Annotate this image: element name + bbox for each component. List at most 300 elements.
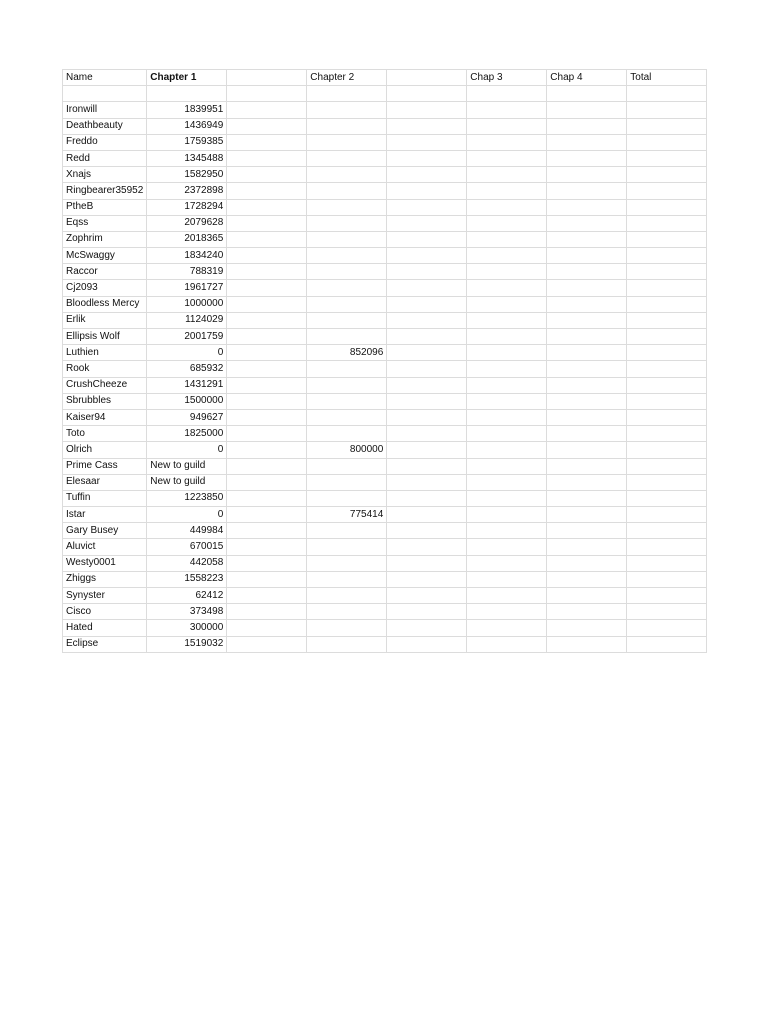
cell-chapter-1: 0 (147, 345, 227, 361)
cell-chap-3 (467, 248, 547, 264)
cell-name: Aluvict (63, 539, 147, 555)
cell-chapter-1: 1223850 (147, 490, 227, 506)
cell-chap-3 (467, 426, 547, 442)
cell-chapter-1: 2018365 (147, 231, 227, 247)
cell-chapter-1: 1961727 (147, 280, 227, 296)
cell-total (627, 377, 707, 393)
cell-chap-3 (467, 507, 547, 523)
table-row (63, 231, 707, 247)
cell-blank-2 (387, 490, 467, 506)
cell-chap-3 (467, 264, 547, 280)
cell-chap-4 (547, 248, 627, 264)
cell-name: Ringbearer35952 (63, 183, 147, 199)
cell-chap-3 (467, 393, 547, 409)
cell-name: Sbrubbles (63, 393, 147, 409)
table-row (63, 588, 707, 604)
cell-name: Rook (63, 361, 147, 377)
cell-chap-4 (547, 409, 627, 425)
cell-chapter-2 (307, 620, 387, 636)
cell-blank-1 (227, 134, 307, 150)
header-blank-1 (227, 70, 307, 86)
cell-name: Luthien (63, 345, 147, 361)
table-row (63, 377, 707, 393)
cell-chapter-1: 949627 (147, 409, 227, 425)
cell-blank-1 (227, 636, 307, 652)
cell-chapter-2 (307, 539, 387, 555)
cell-chap-4 (547, 183, 627, 199)
cell-total (627, 361, 707, 377)
table-row (63, 490, 707, 506)
cell-chap-4 (547, 280, 627, 296)
cell-blank-1 (227, 474, 307, 490)
cell-blank-2 (387, 102, 467, 118)
cell-chapter-1: 2079628 (147, 215, 227, 231)
cell-chap-3 (467, 199, 547, 215)
cell-name: Hated (63, 620, 147, 636)
cell-chapter-2 (307, 604, 387, 620)
table-row (63, 183, 707, 199)
cell-chap-4 (547, 523, 627, 539)
cell-name: Erlik (63, 312, 147, 328)
cell-blank-1 (227, 183, 307, 199)
cell-chapter-2 (307, 393, 387, 409)
cell-chap-3 (467, 604, 547, 620)
cell-chap-3 (467, 490, 547, 506)
cell-chap-4 (547, 329, 627, 345)
cell-blank-1 (227, 280, 307, 296)
cell-blank-1 (227, 377, 307, 393)
cell-total (627, 102, 707, 118)
cell-blank-2 (387, 215, 467, 231)
cell-blank-1 (227, 523, 307, 539)
cell-chap-4 (547, 426, 627, 442)
table-row (63, 507, 707, 523)
cell-total (627, 539, 707, 555)
table-row (63, 134, 707, 150)
cell-chap-3 (467, 102, 547, 118)
cell-blank-1 (227, 361, 307, 377)
cell-chapter-2 (307, 555, 387, 571)
table-row (63, 523, 707, 539)
header-chapter-2: Chapter 2 (307, 70, 387, 86)
cell-total (627, 312, 707, 328)
cell-blank-2 (387, 588, 467, 604)
empty-row (63, 86, 707, 102)
cell-chap-4 (547, 539, 627, 555)
cell-total (627, 458, 707, 474)
cell-chapter-2: 800000 (307, 442, 387, 458)
cell-chapter-1: 1558223 (147, 571, 227, 587)
cell-blank-1 (227, 199, 307, 215)
cell-blank-1 (227, 393, 307, 409)
cell-name: Kaiser94 (63, 409, 147, 425)
cell-chapter-1: 1582950 (147, 167, 227, 183)
cell-total (627, 620, 707, 636)
cell-chapter-2 (307, 377, 387, 393)
empty-cell (467, 86, 547, 102)
cell-chap-3 (467, 523, 547, 539)
cell-chap-4 (547, 474, 627, 490)
cell-total (627, 490, 707, 506)
cell-chapter-2 (307, 167, 387, 183)
cell-blank-2 (387, 296, 467, 312)
cell-chap-3 (467, 571, 547, 587)
cell-name: Cisco (63, 604, 147, 620)
cell-chap-3 (467, 345, 547, 361)
header-blank-2 (387, 70, 467, 86)
cell-name: McSwaggy (63, 248, 147, 264)
cell-blank-1 (227, 588, 307, 604)
cell-blank-2 (387, 264, 467, 280)
cell-total (627, 183, 707, 199)
cell-chapter-1: New to guild (147, 458, 227, 474)
cell-total (627, 474, 707, 490)
cell-chap-4 (547, 134, 627, 150)
table-row (63, 199, 707, 215)
cell-blank-2 (387, 167, 467, 183)
cell-total (627, 571, 707, 587)
cell-name: Zhiggs (63, 571, 147, 587)
table-row (63, 409, 707, 425)
cell-blank-1 (227, 215, 307, 231)
cell-blank-2 (387, 474, 467, 490)
cell-chapter-1: 442058 (147, 555, 227, 571)
table-row (63, 555, 707, 571)
cell-chap-3 (467, 539, 547, 555)
cell-chap-3 (467, 183, 547, 199)
cell-name: Eqss (63, 215, 147, 231)
cell-chap-4 (547, 555, 627, 571)
cell-total (627, 588, 707, 604)
cell-chap-3 (467, 620, 547, 636)
cell-blank-1 (227, 539, 307, 555)
cell-chapter-1: 685932 (147, 361, 227, 377)
table-row (63, 264, 707, 280)
cell-chapter-1: 2001759 (147, 329, 227, 345)
cell-chapter-2 (307, 523, 387, 539)
cell-chap-4 (547, 458, 627, 474)
table-row (63, 150, 707, 166)
empty-cell (63, 86, 147, 102)
cell-total (627, 442, 707, 458)
cell-chap-3 (467, 167, 547, 183)
cell-blank-2 (387, 280, 467, 296)
cell-chap-3 (467, 118, 547, 134)
cell-blank-2 (387, 329, 467, 345)
cell-chapter-1: 1431291 (147, 377, 227, 393)
cell-chapter-2 (307, 134, 387, 150)
table-row (63, 312, 707, 328)
cell-total (627, 118, 707, 134)
table-row (63, 361, 707, 377)
cell-name: Bloodless Mercy (63, 296, 147, 312)
cell-total (627, 150, 707, 166)
cell-total (627, 199, 707, 215)
cell-chapter-2 (307, 312, 387, 328)
cell-chapter-2 (307, 588, 387, 604)
cell-total (627, 248, 707, 264)
empty-cell (227, 86, 307, 102)
cell-blank-1 (227, 264, 307, 280)
cell-blank-1 (227, 604, 307, 620)
cell-name: Synyster (63, 588, 147, 604)
cell-chap-3 (467, 636, 547, 652)
cell-blank-1 (227, 458, 307, 474)
cell-total (627, 296, 707, 312)
cell-chapter-1: 1519032 (147, 636, 227, 652)
cell-chapter-1: 1124029 (147, 312, 227, 328)
cell-blank-2 (387, 312, 467, 328)
cell-chap-3 (467, 312, 547, 328)
cell-chap-4 (547, 118, 627, 134)
cell-total (627, 555, 707, 571)
cell-blank-2 (387, 345, 467, 361)
table-row (63, 539, 707, 555)
cell-blank-2 (387, 150, 467, 166)
cell-chapter-2 (307, 264, 387, 280)
table-row (63, 426, 707, 442)
cell-chap-3 (467, 409, 547, 425)
cell-total (627, 231, 707, 247)
cell-name: Prime Cass (63, 458, 147, 474)
cell-blank-1 (227, 345, 307, 361)
cell-chapter-1: 62412 (147, 588, 227, 604)
cell-chap-4 (547, 490, 627, 506)
cell-chapter-2 (307, 183, 387, 199)
cell-blank-1 (227, 507, 307, 523)
table-row (63, 345, 707, 361)
cell-chap-4 (547, 588, 627, 604)
cell-chap-4 (547, 199, 627, 215)
cell-total (627, 604, 707, 620)
header-total: Total (627, 70, 707, 86)
header-chap-3: Chap 3 (467, 70, 547, 86)
cell-chap-3 (467, 458, 547, 474)
cell-chap-3 (467, 361, 547, 377)
cell-chapter-1: 373498 (147, 604, 227, 620)
cell-chapter-1: 1500000 (147, 393, 227, 409)
cell-chap-3 (467, 215, 547, 231)
cell-chapter-2 (307, 118, 387, 134)
cell-chap-4 (547, 102, 627, 118)
cell-blank-2 (387, 604, 467, 620)
cell-chapter-1: 788319 (147, 264, 227, 280)
cell-chap-4 (547, 636, 627, 652)
cell-blank-1 (227, 555, 307, 571)
cell-blank-2 (387, 636, 467, 652)
cell-blank-2 (387, 458, 467, 474)
cell-blank-2 (387, 199, 467, 215)
cell-blank-2 (387, 539, 467, 555)
cell-name: Tuffin (63, 490, 147, 506)
cell-blank-1 (227, 167, 307, 183)
cell-chap-4 (547, 361, 627, 377)
cell-chapter-1: 2372898 (147, 183, 227, 199)
cell-blank-2 (387, 555, 467, 571)
cell-total (627, 636, 707, 652)
empty-cell (547, 86, 627, 102)
cell-blank-1 (227, 102, 307, 118)
cell-total (627, 264, 707, 280)
cell-name: Raccor (63, 264, 147, 280)
header-name: Name (63, 70, 147, 86)
cell-chapter-1: 0 (147, 442, 227, 458)
cell-blank-2 (387, 248, 467, 264)
cell-chap-4 (547, 167, 627, 183)
cell-chap-4 (547, 571, 627, 587)
cell-blank-1 (227, 426, 307, 442)
table-body (63, 70, 707, 653)
cell-chapter-2 (307, 409, 387, 425)
cell-chapter-1: 1728294 (147, 199, 227, 215)
table-row (63, 393, 707, 409)
cell-blank-1 (227, 329, 307, 345)
cell-chapter-2: 852096 (307, 345, 387, 361)
cell-chapter-2 (307, 636, 387, 652)
cell-name: CrushCheeze (63, 377, 147, 393)
cell-blank-2 (387, 523, 467, 539)
cell-chapter-2 (307, 458, 387, 474)
cell-blank-2 (387, 134, 467, 150)
cell-name: Olrich (63, 442, 147, 458)
table-row (63, 296, 707, 312)
cell-chap-4 (547, 393, 627, 409)
cell-name: Xnajs (63, 167, 147, 183)
cell-chap-4 (547, 442, 627, 458)
cell-chap-4 (547, 345, 627, 361)
cell-chap-4 (547, 231, 627, 247)
table-row (63, 620, 707, 636)
cell-blank-1 (227, 118, 307, 134)
cell-total (627, 215, 707, 231)
table-row (63, 280, 707, 296)
cell-total (627, 345, 707, 361)
empty-cell (387, 86, 467, 102)
cell-name: Zophrim (63, 231, 147, 247)
cell-chapter-2 (307, 248, 387, 264)
cell-chap-3 (467, 474, 547, 490)
cell-blank-1 (227, 490, 307, 506)
cell-name: Elesaar (63, 474, 147, 490)
cell-total (627, 426, 707, 442)
cell-blank-1 (227, 620, 307, 636)
cell-chapter-1: 1759385 (147, 134, 227, 150)
cell-chapter-1: 1834240 (147, 248, 227, 264)
cell-name: Ellipsis Wolf (63, 329, 147, 345)
cell-chap-4 (547, 507, 627, 523)
cell-chapter-1: 1345488 (147, 150, 227, 166)
cell-blank-2 (387, 231, 467, 247)
table-row (63, 118, 707, 134)
cell-chapter-2 (307, 329, 387, 345)
cell-blank-2 (387, 507, 467, 523)
cell-blank-1 (227, 296, 307, 312)
cell-chapter-2 (307, 474, 387, 490)
cell-name: Gary Busey (63, 523, 147, 539)
cell-chap-4 (547, 377, 627, 393)
cell-chap-4 (547, 604, 627, 620)
table-row (63, 215, 707, 231)
cell-chap-3 (467, 231, 547, 247)
cell-blank-1 (227, 442, 307, 458)
cell-chap-4 (547, 620, 627, 636)
cell-chapter-1: 1000000 (147, 296, 227, 312)
cell-name: Eclipse (63, 636, 147, 652)
cell-chap-3 (467, 296, 547, 312)
cell-blank-2 (387, 393, 467, 409)
cell-blank-2 (387, 620, 467, 636)
cell-chapter-1: 300000 (147, 620, 227, 636)
cell-name: Cj2093 (63, 280, 147, 296)
empty-cell (147, 86, 227, 102)
cell-chapter-1: 1839951 (147, 102, 227, 118)
cell-chap-3 (467, 280, 547, 296)
header-row (63, 70, 707, 86)
cell-chapter-2 (307, 361, 387, 377)
cell-chap-4 (547, 215, 627, 231)
cell-chap-3 (467, 329, 547, 345)
cell-chapter-2 (307, 490, 387, 506)
cell-blank-2 (387, 442, 467, 458)
cell-blank-2 (387, 409, 467, 425)
cell-chapter-1: 1436949 (147, 118, 227, 134)
cell-chap-3 (467, 150, 547, 166)
header-chap-4: Chap 4 (547, 70, 627, 86)
cell-chapter-2 (307, 426, 387, 442)
cell-name: Ironwill (63, 102, 147, 118)
table-row (63, 167, 707, 183)
cell-chapter-1: 670015 (147, 539, 227, 555)
table-row (63, 604, 707, 620)
table-row (63, 248, 707, 264)
cell-blank-1 (227, 409, 307, 425)
cell-blank-2 (387, 361, 467, 377)
cell-chapter-1: 1825000 (147, 426, 227, 442)
table-row (63, 442, 707, 458)
cell-name: Westy0001 (63, 555, 147, 571)
cell-chap-4 (547, 264, 627, 280)
cell-total (627, 523, 707, 539)
cell-name: Toto (63, 426, 147, 442)
cell-total (627, 507, 707, 523)
table-row (63, 571, 707, 587)
cell-chapter-1: 0 (147, 507, 227, 523)
cell-chap-3 (467, 588, 547, 604)
cell-chap-4 (547, 296, 627, 312)
cell-chapter-2 (307, 296, 387, 312)
cell-chapter-2 (307, 571, 387, 587)
cell-total (627, 409, 707, 425)
cell-chapter-2 (307, 231, 387, 247)
cell-blank-2 (387, 183, 467, 199)
cell-blank-2 (387, 571, 467, 587)
empty-cell (627, 86, 707, 102)
table-row (63, 474, 707, 490)
guild-score-table (62, 69, 707, 653)
table-row (63, 458, 707, 474)
cell-blank-2 (387, 377, 467, 393)
cell-chap-3 (467, 555, 547, 571)
cell-chapter-2 (307, 102, 387, 118)
cell-total (627, 134, 707, 150)
cell-chapter-1: 449984 (147, 523, 227, 539)
cell-name: Freddo (63, 134, 147, 150)
table-row (63, 102, 707, 118)
cell-total (627, 167, 707, 183)
empty-cell (307, 86, 387, 102)
cell-chapter-2 (307, 215, 387, 231)
header-chapter-1: Chapter 1 (147, 70, 227, 86)
